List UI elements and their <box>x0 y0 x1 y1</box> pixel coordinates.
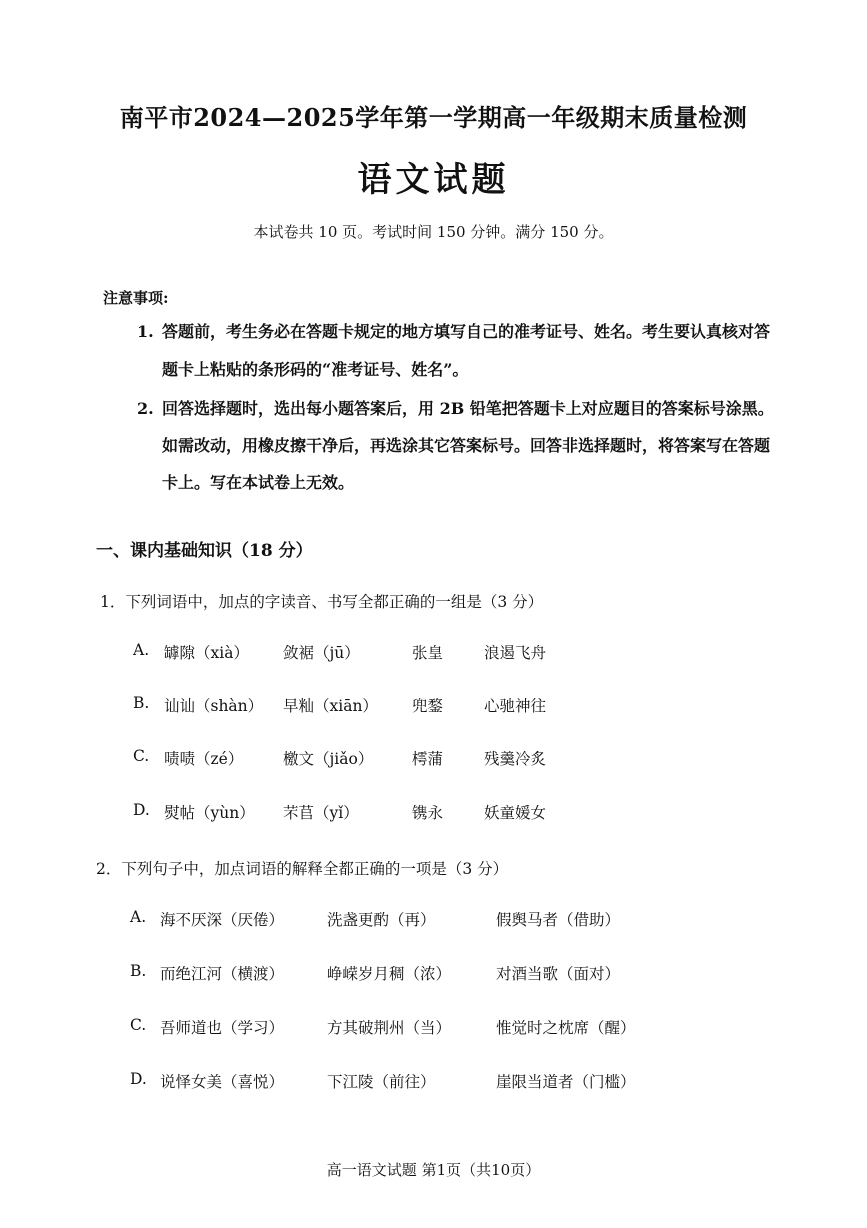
q2-option-d-item-1: 说怿女美（喜悦） <box>160 1073 285 1091</box>
notice-item-2-line-2: 如需改动，用橡皮擦干净后，再选涂其它答案标号。回答非选择题时，将答案写在答题 <box>162 436 771 455</box>
notice-item-1-line-1: 答题前，考生务必在答题卡规定的地方填写自己的准考证号、姓名。考生要认真核对答 <box>162 322 771 341</box>
q1-option-b-word-3: 兜鍪 <box>412 697 444 715</box>
q2-option-d-item-3: 崖限当道者（门槛） <box>496 1073 636 1091</box>
q1-option-a-word-3: 张皇 <box>412 644 444 662</box>
q1-option-a-word-1: 罅隙（xià） <box>164 644 249 662</box>
q1-option-c-word-1: 啧啧（zé） <box>164 750 244 768</box>
q2-option-b-item-3: 对酒当歌（面对） <box>496 965 621 983</box>
notice-heading: 注意事项: <box>103 289 169 307</box>
question-1-stem: 1．下列词语中，加点的字读音、书写全都正确的一组是（3 分） <box>100 593 544 611</box>
notice-item-1-num: 1. <box>137 322 154 341</box>
q1-option-b-word-2: 早籼（xiān） <box>283 697 378 715</box>
notice-item-2-line-3: 卡上。写在本试卷上无效。 <box>162 473 355 492</box>
q1-option-c-word-2: 檄文（jiǎo） <box>283 750 374 768</box>
q2-option-a-item-2: 洗盏更酌（再） <box>327 911 436 929</box>
q2-option-c-item-2: 方其破荆州（当） <box>327 1019 452 1037</box>
q1-option-a-letter: A. <box>133 641 150 659</box>
q2-option-b-item-2: 峥嵘岁月稠（浓） <box>327 965 452 983</box>
page-footer: 高一语文试题 第1页（共10页） <box>326 1161 541 1179</box>
q1-option-d-word-1: 熨帖（yùn） <box>164 804 255 822</box>
q2-option-a-item-3: 假舆马者（借助） <box>496 911 621 929</box>
q2-option-d-item-2: 下江陵（前往） <box>327 1073 436 1091</box>
q2-option-d-letter: D. <box>130 1070 147 1088</box>
q1-option-a-word-4: 浪遏飞舟 <box>484 644 547 662</box>
q1-option-d-word-3: 镌永 <box>412 804 444 822</box>
exam-title: 南平市2024—2025学年第一学期高一年级期末质量检测 <box>119 103 748 132</box>
q2-option-b-letter: B. <box>130 962 147 980</box>
q2-option-b-item-1: 而绝江河（横渡） <box>160 965 285 983</box>
q1-option-c-word-3: 樗蒲 <box>412 750 444 768</box>
q2-option-c-item-1: 吾师道也（学习） <box>160 1019 285 1037</box>
q2-option-a-item-1: 海不厌深（厌倦） <box>160 911 285 929</box>
q1-option-d-word-4: 妖童媛女 <box>484 804 547 822</box>
q2-option-a-letter: A. <box>130 908 147 926</box>
question-2-stem: 2．下列句子中，加点词语的解释全都正确的一项是（3 分） <box>96 860 509 878</box>
q2-option-c-letter: C. <box>130 1016 147 1034</box>
notice-item-2-num: 2. <box>137 399 154 418</box>
q1-option-b-word-1: 讪讪（shàn） <box>164 697 264 715</box>
subject-title: 语文试题 <box>357 160 510 200</box>
section-1-title: 一、课内基础知识（18 分） <box>96 541 313 561</box>
exam-info: 本试卷共 10 页。考试时间 150 分钟。满分 150 分。 <box>253 223 614 241</box>
notice-item-2-line-1: 回答选择题时，选出每小题答案后，用 2B 铅笔把答题卡上对应题目的答案标号涂黑。 <box>162 399 774 418</box>
q1-option-b-word-4: 心驰神往 <box>484 697 547 715</box>
q1-option-c-word-4: 残羹冷炙 <box>484 750 547 768</box>
q1-option-c-letter: C. <box>133 747 150 765</box>
q2-option-c-item-3: 惟觉时之枕席（醒） <box>496 1019 636 1037</box>
q1-option-a-word-2: 敛裾（jū） <box>283 644 360 662</box>
q1-option-d-letter: D. <box>133 801 150 819</box>
q1-option-d-word-2: 芣苢（yǐ） <box>283 804 359 822</box>
notice-item-1-line-2: 题卡上粘贴的条形码的“准考证号、姓名”。 <box>162 360 469 379</box>
q1-option-b-letter: B. <box>133 694 150 712</box>
